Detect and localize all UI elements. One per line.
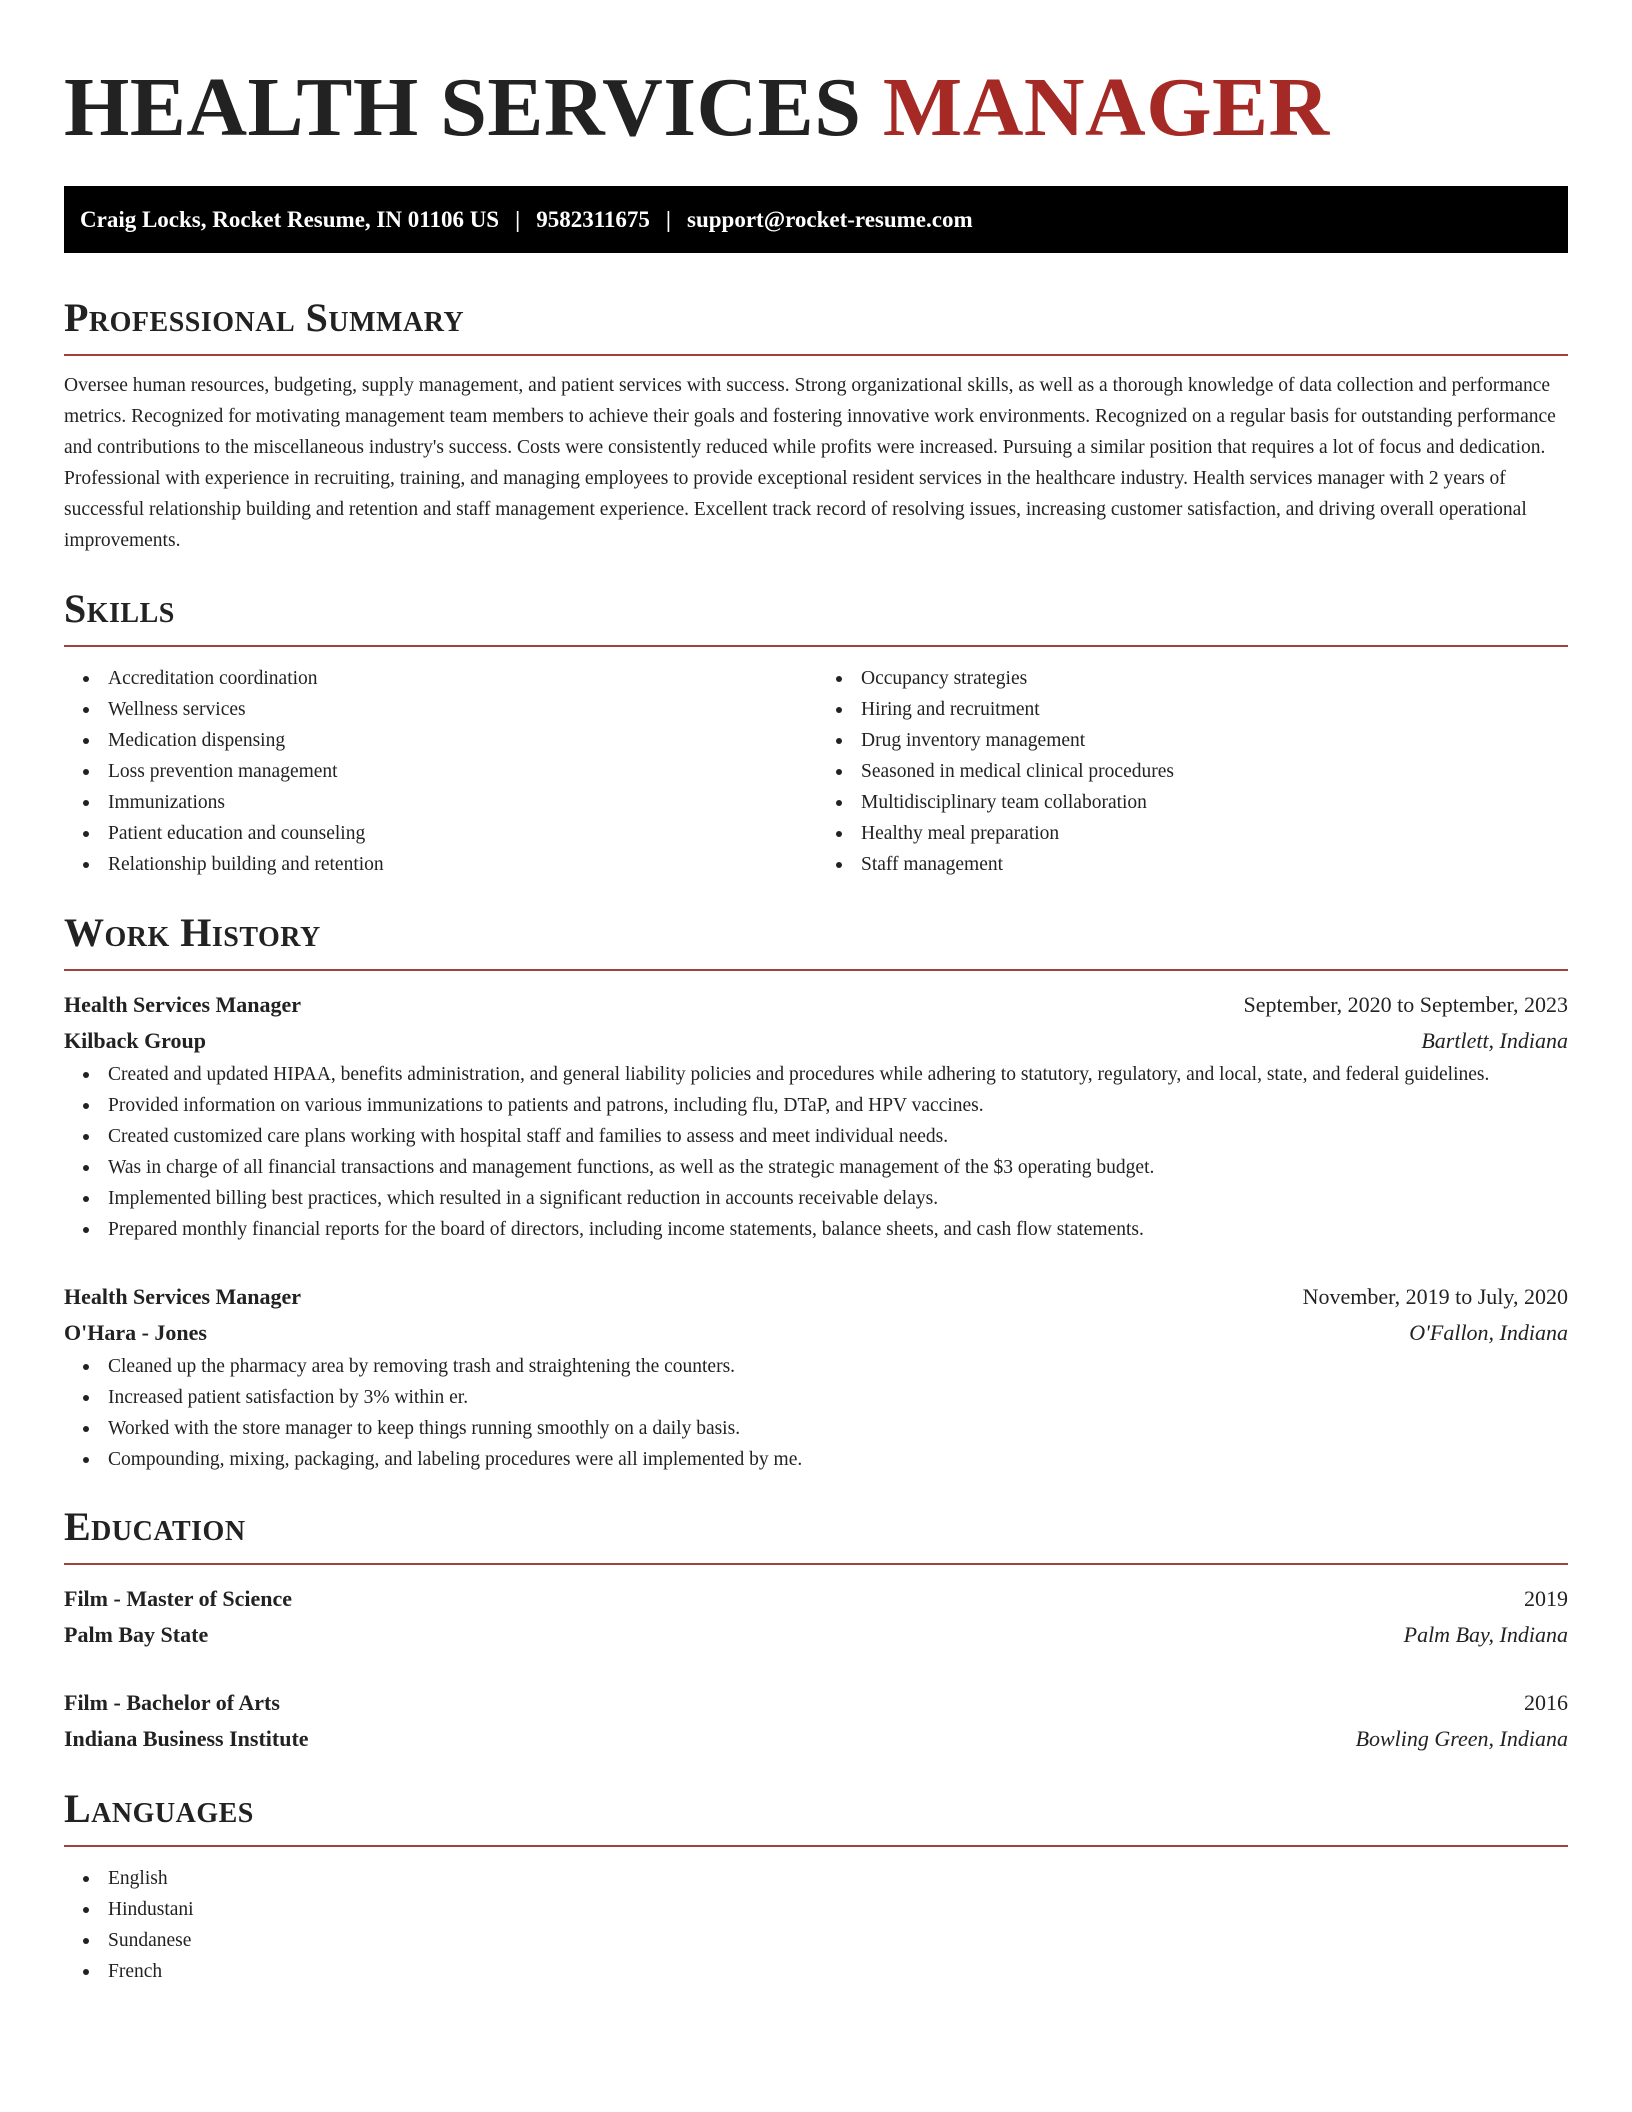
job-title: Health Services Manager [64,1284,302,1309]
contact-email: support@rocket-resume.com [687,206,973,232]
contact-bar [64,186,1568,253]
education-year: 2019 [1524,1586,1568,1611]
job-bullet: Created customized care plans working with hospital staff and families to assess and meet individual needs. [64,1121,1568,1152]
summary-text: Oversee human resources, budgeting, supply management, and patient services with success. Strong organizational skills, as well as a thorough knowledge of data collection and performance metrics. Recognized for motivating management team members to achieve their goals and fostering innovative work environments. Recognized on a regular basis for outstanding performance and contributions to the miscellaneous industry's success. Costs were consistently reduced while profits were increased. Pursuing a similar position that requires a lot of focus and dedication. Professional with experience in recruiting, training, and managing employees to provide exceptional resident services in the healthcare industry. Health services manager with 2 years of successful relationship building and retention and staff management experience. Excellent track record of resolving issues, increasing customer satisfaction, and driving overall operational improvements. [64,375,1556,551]
job-bullet: Prepared monthly financial reports for the board of directors, including income statements, balance sheets, and cash flow statements. [64,1214,1568,1245]
skill-item: Occupancy strategies [817,663,1568,694]
skills-grid [64,663,1568,880]
education-entry [64,1581,1568,1653]
job-bullets [64,1059,1568,1245]
summary-section [64,295,1568,556]
section-divider [64,1845,1568,1847]
resume-title [64,61,1568,154]
section-divider [64,969,1568,971]
job-company: O'Hara - Jones [64,1320,207,1345]
education-school-row [64,1617,1568,1653]
education-degree: Film - Master of Science [64,1586,293,1611]
job-location: O'Fallon, Indiana [1409,1320,1568,1345]
language-item: English [64,1863,1568,1894]
job-bullet: Compounding, mixing, packaging, and labeling procedures were all implemented by me. [64,1444,1568,1475]
skill-item: Staff management [817,849,1568,880]
skill-item: Medication dispensing [64,725,815,756]
skill-item: Drug inventory management [817,725,1568,756]
job-title: Health Services Manager [64,992,302,1017]
contact-phone: 9582311675 [536,206,650,232]
skill-item: Multidisciplinary team collaboration [817,787,1568,818]
education-location: Palm Bay, Indiana [1403,1622,1568,1647]
skills-column-left [64,663,815,880]
skills-column-right [815,663,1568,880]
section-heading-summary: Professional Summary [64,295,465,340]
contact-separator: | [665,206,671,232]
education-degree: Film - Bachelor of Arts [64,1690,280,1715]
languages-list [64,1863,1568,1987]
job-bullet: Was in charge of all financial transactions and management functions, as well as the strategic management of the $3 operating budget. [64,1152,1568,1183]
education-school-row [64,1721,1568,1757]
skill-item: Healthy meal preparation [817,818,1568,849]
job-bullet: Increased patient satisfaction by 3% within er. [64,1382,1568,1413]
skill-item: Seasoned in medical clinical procedures [817,756,1568,787]
education-school: Indiana Business Institute [64,1726,309,1751]
section-heading-work: Work History [64,910,321,955]
title-main: HEALTH SERVICES [64,61,862,154]
job-entry [64,987,1568,1245]
job-location: Bartlett, Indiana [1421,1028,1568,1053]
skill-item: Accreditation coordination [64,663,815,694]
skill-item: Loss prevention management [64,756,815,787]
job-company-row [64,1023,1568,1059]
skill-item: Wellness services [64,694,815,725]
job-bullet: Implemented billing best practices, which resulted in a significant reduction in accounts receivable delays. [64,1183,1568,1214]
job-company: Kilback Group [64,1028,207,1053]
skill-item: Relationship building and retention [64,849,815,880]
job-bullet: Created and updated HIPAA, benefits administration, and general liability policies and procedures while adhering to statutory, regulatory, and local, state, and federal guidelines. [64,1059,1568,1090]
section-divider [64,1563,1568,1565]
skill-item: Patient education and counseling [64,818,815,849]
job-bullet: Worked with the store manager to keep things running smoothly on a daily basis. [64,1413,1568,1444]
job-bullets [64,1351,1568,1475]
skill-item: Hiring and recruitment [817,694,1568,725]
language-item: French [64,1956,1568,1987]
job-bullet: Cleaned up the pharmacy area by removing trash and straightening the counters. [64,1351,1568,1382]
education-section [64,1504,1568,1757]
education-header-row [64,1581,1568,1617]
job-entry [64,1279,1568,1475]
education-school: Palm Bay State [64,1622,209,1647]
language-item: Sundanese [64,1925,1568,1956]
title-accent: MANAGER [882,61,1330,154]
job-dates: November, 2019 to July, 2020 [1302,1284,1568,1309]
education-header-row [64,1685,1568,1721]
work-section [64,910,1568,1475]
language-item: Hindustani [64,1894,1568,1925]
section-heading-languages: Languages [64,1786,254,1831]
education-year: 2016 [1524,1690,1568,1715]
languages-section [64,1786,1568,1987]
job-bullet: Provided information on various immunizations to patients and patrons, including flu, DTaP, and HPV vaccines. [64,1090,1568,1121]
contact-address: Craig Locks, Rocket Resume, IN 01106 US [80,206,500,232]
skills-section [64,586,1568,880]
section-divider [64,645,1568,647]
job-header-row [64,987,1568,1023]
education-location: Bowling Green, Indiana [1355,1726,1568,1751]
job-header-row [64,1279,1568,1315]
section-divider [64,354,1568,356]
job-dates: September, 2020 to September, 2023 [1243,992,1568,1017]
contact-separator: | [515,206,521,232]
skill-item: Immunizations [64,787,815,818]
section-heading-skills: Skills [64,586,175,631]
education-entry [64,1685,1568,1757]
section-heading-education: Education [64,1504,246,1549]
job-company-row [64,1315,1568,1351]
